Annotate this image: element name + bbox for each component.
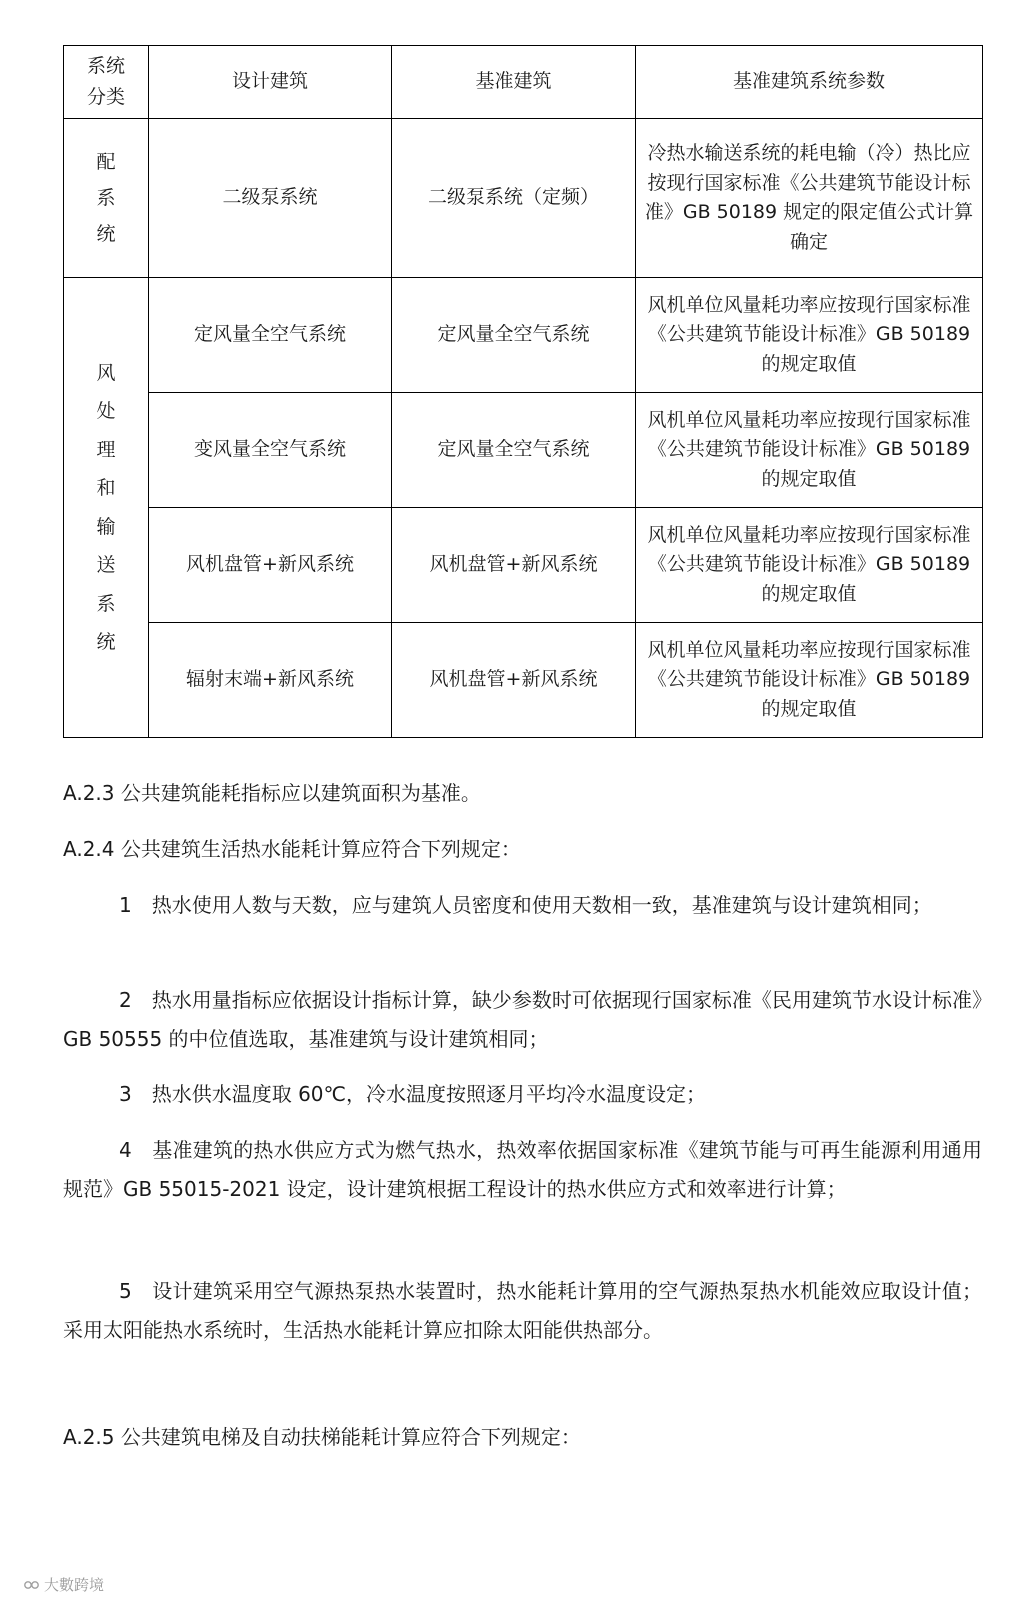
- clause-a24-item-4: 4 基准建筑的热水供应方式为燃气热水，热效率依据国家标准《建筑节能与可再生能源利用通用规范》GB 55015-2021 设定，设计建筑根据工程设计的热水供应方式和效率进行计算；: [63, 1138, 982, 1201]
- table-row: [64, 623, 983, 738]
- clause-a24-item-1: 1 热水使用人数与天数，应与建筑人员密度和使用天数相一致，基准建筑与设计建筑相同；: [119, 893, 932, 917]
- brand-name: 大數跨境: [44, 1576, 105, 1594]
- param-cell: 风机单位风量耗功率应按现行国家标准《公共建筑节能设计标准》GB 50189 的规定取值: [636, 623, 983, 738]
- param-cell: 冷热水输送系统的耗电输（冷）热比应按现行国家标准《公共建筑节能设计标准》GB 50189 规定的限定值公式计算确定: [636, 119, 983, 278]
- table-row: [64, 508, 983, 623]
- category-cell: 配 系 统: [64, 119, 149, 278]
- table-row: [64, 278, 983, 393]
- baseline-cell: 定风量全空气系统: [392, 278, 636, 393]
- clause-a24-item-3: 3 热水供水温度取 60℃，冷水温度按照逐月平均冷水温度设定；: [119, 1082, 706, 1106]
- clause-a23: A.2.3 公共建筑能耗指标应以建筑面积为基准。: [63, 781, 481, 805]
- header-baseline-params: 基准建筑系统参数: [636, 46, 983, 119]
- footer-brand: [24, 1574, 104, 1595]
- category-cell: 风 处 理 和 输 送 系 统: [64, 278, 149, 738]
- header-baseline-building: 基准建筑: [392, 46, 636, 119]
- param-cell: 风机单位风量耗功率应按现行国家标准《公共建筑节能设计标准》GB 50189 的规定取值: [636, 278, 983, 393]
- system-parameter-table: [63, 45, 983, 738]
- param-cell: 风机单位风量耗功率应按现行国家标准《公共建筑节能设计标准》GB 50189 的规定取值: [636, 393, 983, 508]
- brand-logo-icon: [24, 1578, 40, 1592]
- baseline-cell: 定风量全空气系统: [392, 393, 636, 508]
- baseline-cell: 风机盘管+新风系统: [392, 623, 636, 738]
- table-row: [64, 393, 983, 508]
- param-cell: 风机单位风量耗功率应按现行国家标准《公共建筑节能设计标准》GB 50189 的规定取值: [636, 508, 983, 623]
- header-design-building: 设计建筑: [149, 46, 392, 119]
- clause-a24: A.2.4 公共建筑生活热水能耗计算应符合下列规定：: [63, 837, 521, 861]
- baseline-cell: 二级泵系统（定频）: [392, 119, 636, 278]
- design-cell: 变风量全空气系统: [149, 393, 392, 508]
- header-system-category: 系统 分类: [64, 46, 149, 119]
- clause-a24-item-2: 2 热水用量指标应依据设计指标计算，缺少参数时可依据现行国家标准《民用建筑节水设计标准》GB 50555 的中位值选取，基准建筑与设计建筑相同；: [63, 988, 982, 1051]
- table-header-row: [64, 46, 983, 119]
- design-cell: 风机盘管+新风系统: [149, 508, 392, 623]
- table-row: [64, 119, 983, 278]
- design-cell: 辐射末端+新风系统: [149, 623, 392, 738]
- design-cell: 定风量全空气系统: [149, 278, 392, 393]
- design-cell: 二级泵系统: [149, 119, 392, 278]
- baseline-cell: 风机盘管+新风系统: [392, 508, 636, 623]
- clause-a24-item-5: 5 设计建筑采用空气源热泵热水装置时，热水能耗计算用的空气源热泵热水机能效应取设计值；采用太阳能热水系统时，生活热水能耗计算应扣除太阳能供热部分。: [63, 1279, 982, 1342]
- clause-a25: A.2.5 公共建筑电梯及自动扶梯能耗计算应符合下列规定：: [63, 1425, 581, 1449]
